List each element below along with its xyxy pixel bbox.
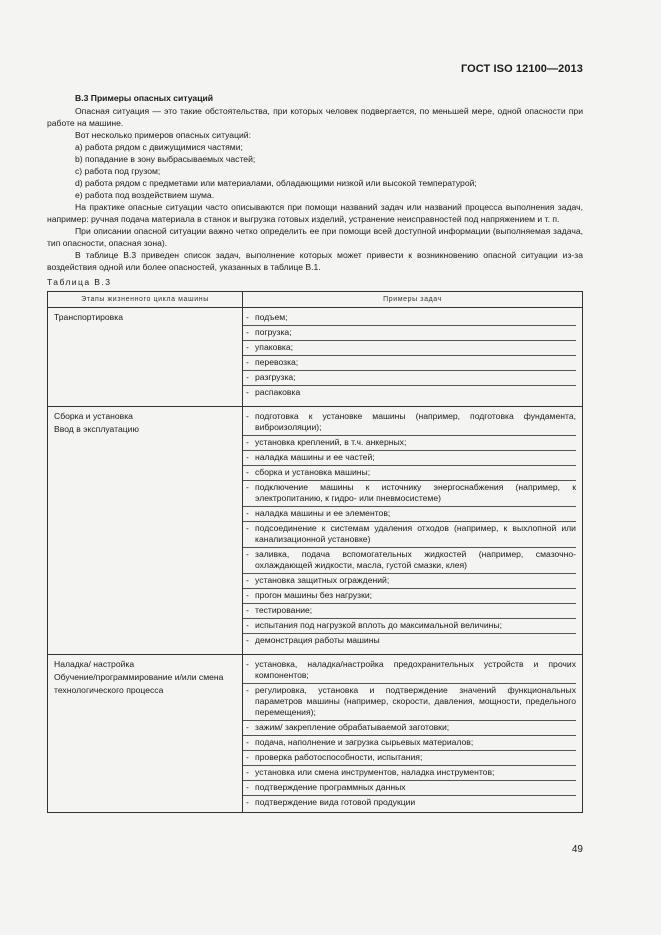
stage-label: Наладка/ настройка [54,659,135,669]
table-label: Таблица В.3 [47,277,112,287]
task-item: - установка защитных ограждений; [243,573,576,588]
task-item: - разгрузка; [243,370,576,385]
body-paragraph: В таблице В.3 приведен список задач, выполнение которых может привести к возникновению опасной ситуации из-за воздействия одной или более опасностей, указанных в таблице В.1. [47,250,583,272]
task-item: - зажим/ закрепление обрабатываемой заготовки; [243,720,576,735]
stage-cell [48,655,243,813]
intro-paragraph: Опасная ситуация — это такие обстоятельства, при которых человек подвергается, по меньшей мере, одной опасности при работе на машине. [47,106,583,128]
table-header-row [48,292,583,308]
example-item: c) работа под грузом; [75,166,161,176]
task-item: - установка или смена инструментов, наладка инструментов; [243,765,576,780]
task-item: - проверка работоспособности, испытания; [243,750,576,765]
task-item: - перевозка; [243,355,576,370]
header-stage: Этапы жизненного цикла машины [48,292,243,308]
task-item: - тестирование; [243,603,576,618]
task-item: - наладка машины и ее частей; [243,450,576,465]
task-item: - подтверждение вида готовой продукции [243,795,576,810]
tasks-cell [243,308,583,407]
table-row [48,655,583,813]
task-item: - прогон машины без нагрузки; [243,588,576,603]
page-number: 49 [571,844,583,855]
task-item: - наладка машины и ее элементов; [243,506,576,521]
table-row [48,407,583,655]
task-item: - упаковка; [243,340,576,355]
task-item: - сборка и установка машины; [243,465,576,480]
header-tasks: Примеры задач [243,292,583,308]
stage-label: Обучение/программирование и/или смена технологического процесса [54,672,224,695]
task-item: - подъем; [243,311,576,325]
intro-line: Вот несколько примеров опасных ситуаций: [75,130,251,140]
task-item: - демонстрация работы машины [243,633,576,648]
stage-label: Транспортировка [54,312,123,322]
section-title: В.3 Примеры опасных ситуаций [75,93,214,103]
example-item: a) работа рядом с движущимися частями; [75,142,243,152]
body-paragraph: При описании опасной ситуации важно четко определить ее при помощи всей доступной информации (выполняемая задача, тип опасности, опасная зона). [47,226,583,248]
task-item: - установка, наладка/настройка предохранительных устройств и прочих компонентов; [243,658,576,683]
stage-label: Ввод в эксплуатацию [54,424,139,434]
stage-label: Сборка и установка [54,411,133,421]
page-content [47,92,583,813]
task-item: - регулировка, установка и подтверждение значений функциональных параметров машины (например, скорости, давления, мощности, предельного перемещения); [243,683,576,720]
tasks-cell [243,655,583,813]
task-table [47,291,583,813]
task-item: - подготовка к установке машины (например, подготовка фундамента, виброизоляции); [243,410,576,435]
task-item: - подтверждение программных данных [243,780,576,795]
table-row [48,308,583,407]
task-item: - погрузка; [243,325,576,340]
tasks-cell [243,407,583,655]
task-item: - испытания под нагрузкой вплоть до максимальной величины; [243,618,576,633]
stage-cell [48,407,243,655]
task-item: - распаковка [243,385,576,400]
document-code: ГОСТ ISO 12100—2013 [460,63,583,75]
example-item: e) работа под воздействием шума. [75,190,215,200]
example-item: b) попадание в зону выбрасываемых частей; [75,154,256,164]
task-item: - заливка, подача вспомогательных жидкостей (например, смазочно-охлаждающей жидкости, масла, густой смазки, клея) [243,547,576,573]
stage-cell [48,308,243,407]
task-item: - подключение машины к источнику энергоснабжения (например, к электропитанию, к гидро- или пневмосистеме) [243,480,576,506]
task-item: - подсоединение к системам удаления отходов (например, к выхлопной или канализационной установке) [243,521,576,547]
task-item: - установка креплений, в т.ч. анкерных; [243,435,576,450]
task-item: - подача, наполнение и загрузка сырьевых материалов; [243,735,576,750]
body-paragraph: На практике опасные ситуации часто описываются при помощи названий задач или названий процесса выполнения задач, например: ручная подача материала в станок и выгрузка готовых изделий, устранение неисправностей под напряжением и т. п. [47,202,583,224]
example-item: d) работа рядом с предметами или материалами, обладающими низкой или высокой температурой; [75,178,477,188]
